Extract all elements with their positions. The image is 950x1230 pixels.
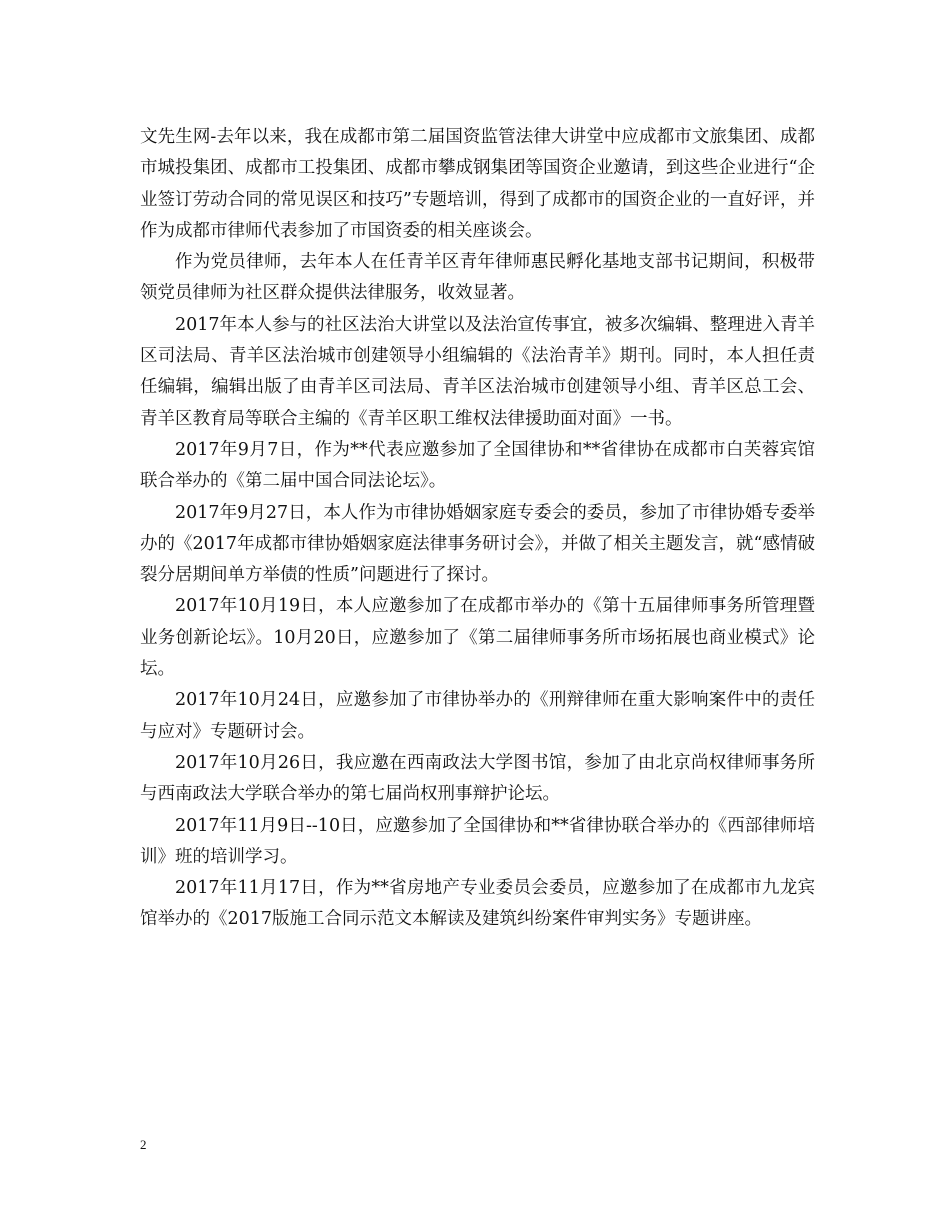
paragraph-4: 2017年9月7日，作为**代表应邀参加了全国律协和**省律协在成都市白芙蓉宾馆联合举办的《第二届中国合同法论坛》。 <box>140 439 815 492</box>
document-body <box>140 122 815 936</box>
paragraph-2: 作为党员律师，去年本人在任青羊区青年律师惠民孵化基地支部书记期间，积极带领党员律师为社区群众提供法律服务，收效显著。 <box>140 252 815 304</box>
paragraph-3: 2017年本人参与的社区法治大讲堂以及法治宣传事宜，被多次编辑、整理进入青羊区司法局、青羊区法治城市创建领导小组编辑的《法治青羊》期刊。同时，本人担任责任编辑，编辑出版了由青羊区司法局、青羊区法治城市创建领导小组、青羊区总工会、青羊区教育局等联合主编的《青羊区职工维权法律援助面对面》一书。 <box>140 314 815 429</box>
paragraph-9: 2017年11月9日--10日，应邀参加了全国律协和**省律协联合举办的《西部律师培训》班的培训学习。 <box>140 815 815 867</box>
paragraph-1: 文先生网-去年以来，我在成都市第二届国资监管法律大讲堂中应成都市文旅集团、成都市城投集团、成都市工投集团、成都市攀成钢集团等国资企业邀请，到这些企业进行“企业签订劳动合同的常见误区和技巧”专题培训，得到了成都市的国资企业的一直好评，并作为成都市律师代表参加了市国资委的相关座谈会。 <box>140 127 815 241</box>
paragraph-7: 2017年10月24日，应邀参加了市律协举办的《刑辩律师在重大影响案件中的责任与应对》专题研讨会。 <box>140 690 815 742</box>
paragraph-8: 2017年10月26日，我应邀在西南政法大学图书馆，参加了由北京尚权律师事务所与西南政法大学联合举办的第七届尚权刑事辩护论坛。 <box>140 752 815 805</box>
page-number: 2 <box>140 1137 147 1152</box>
paragraph-6: 2017年10月19日，本人应邀参加了在成都市举办的《第十五届律师事务所管理暨业务创新论坛》。10月20日，应邀参加了《第二届律师事务所市场拓展也商业模式》论坛。 <box>140 596 815 680</box>
paragraph-10: 2017年11月17日，作为**省房地产专业委员会委员，应邀参加了在成都市九龙宾馆举办的《2017版施工合同示范文本解读及建筑纠纷案件审判实务》专题讲座。 <box>140 878 815 930</box>
paragraph-5: 2017年9月27日，本人作为市律协婚姻家庭专委会的委员，参加了市律协婚专委举办的《2017年成都市律协婚姻家庭法律事务研讨会》，并做了相关主题发言，就“感情破裂分居期间单方举债的性质”问题进行了探讨。 <box>140 502 815 586</box>
